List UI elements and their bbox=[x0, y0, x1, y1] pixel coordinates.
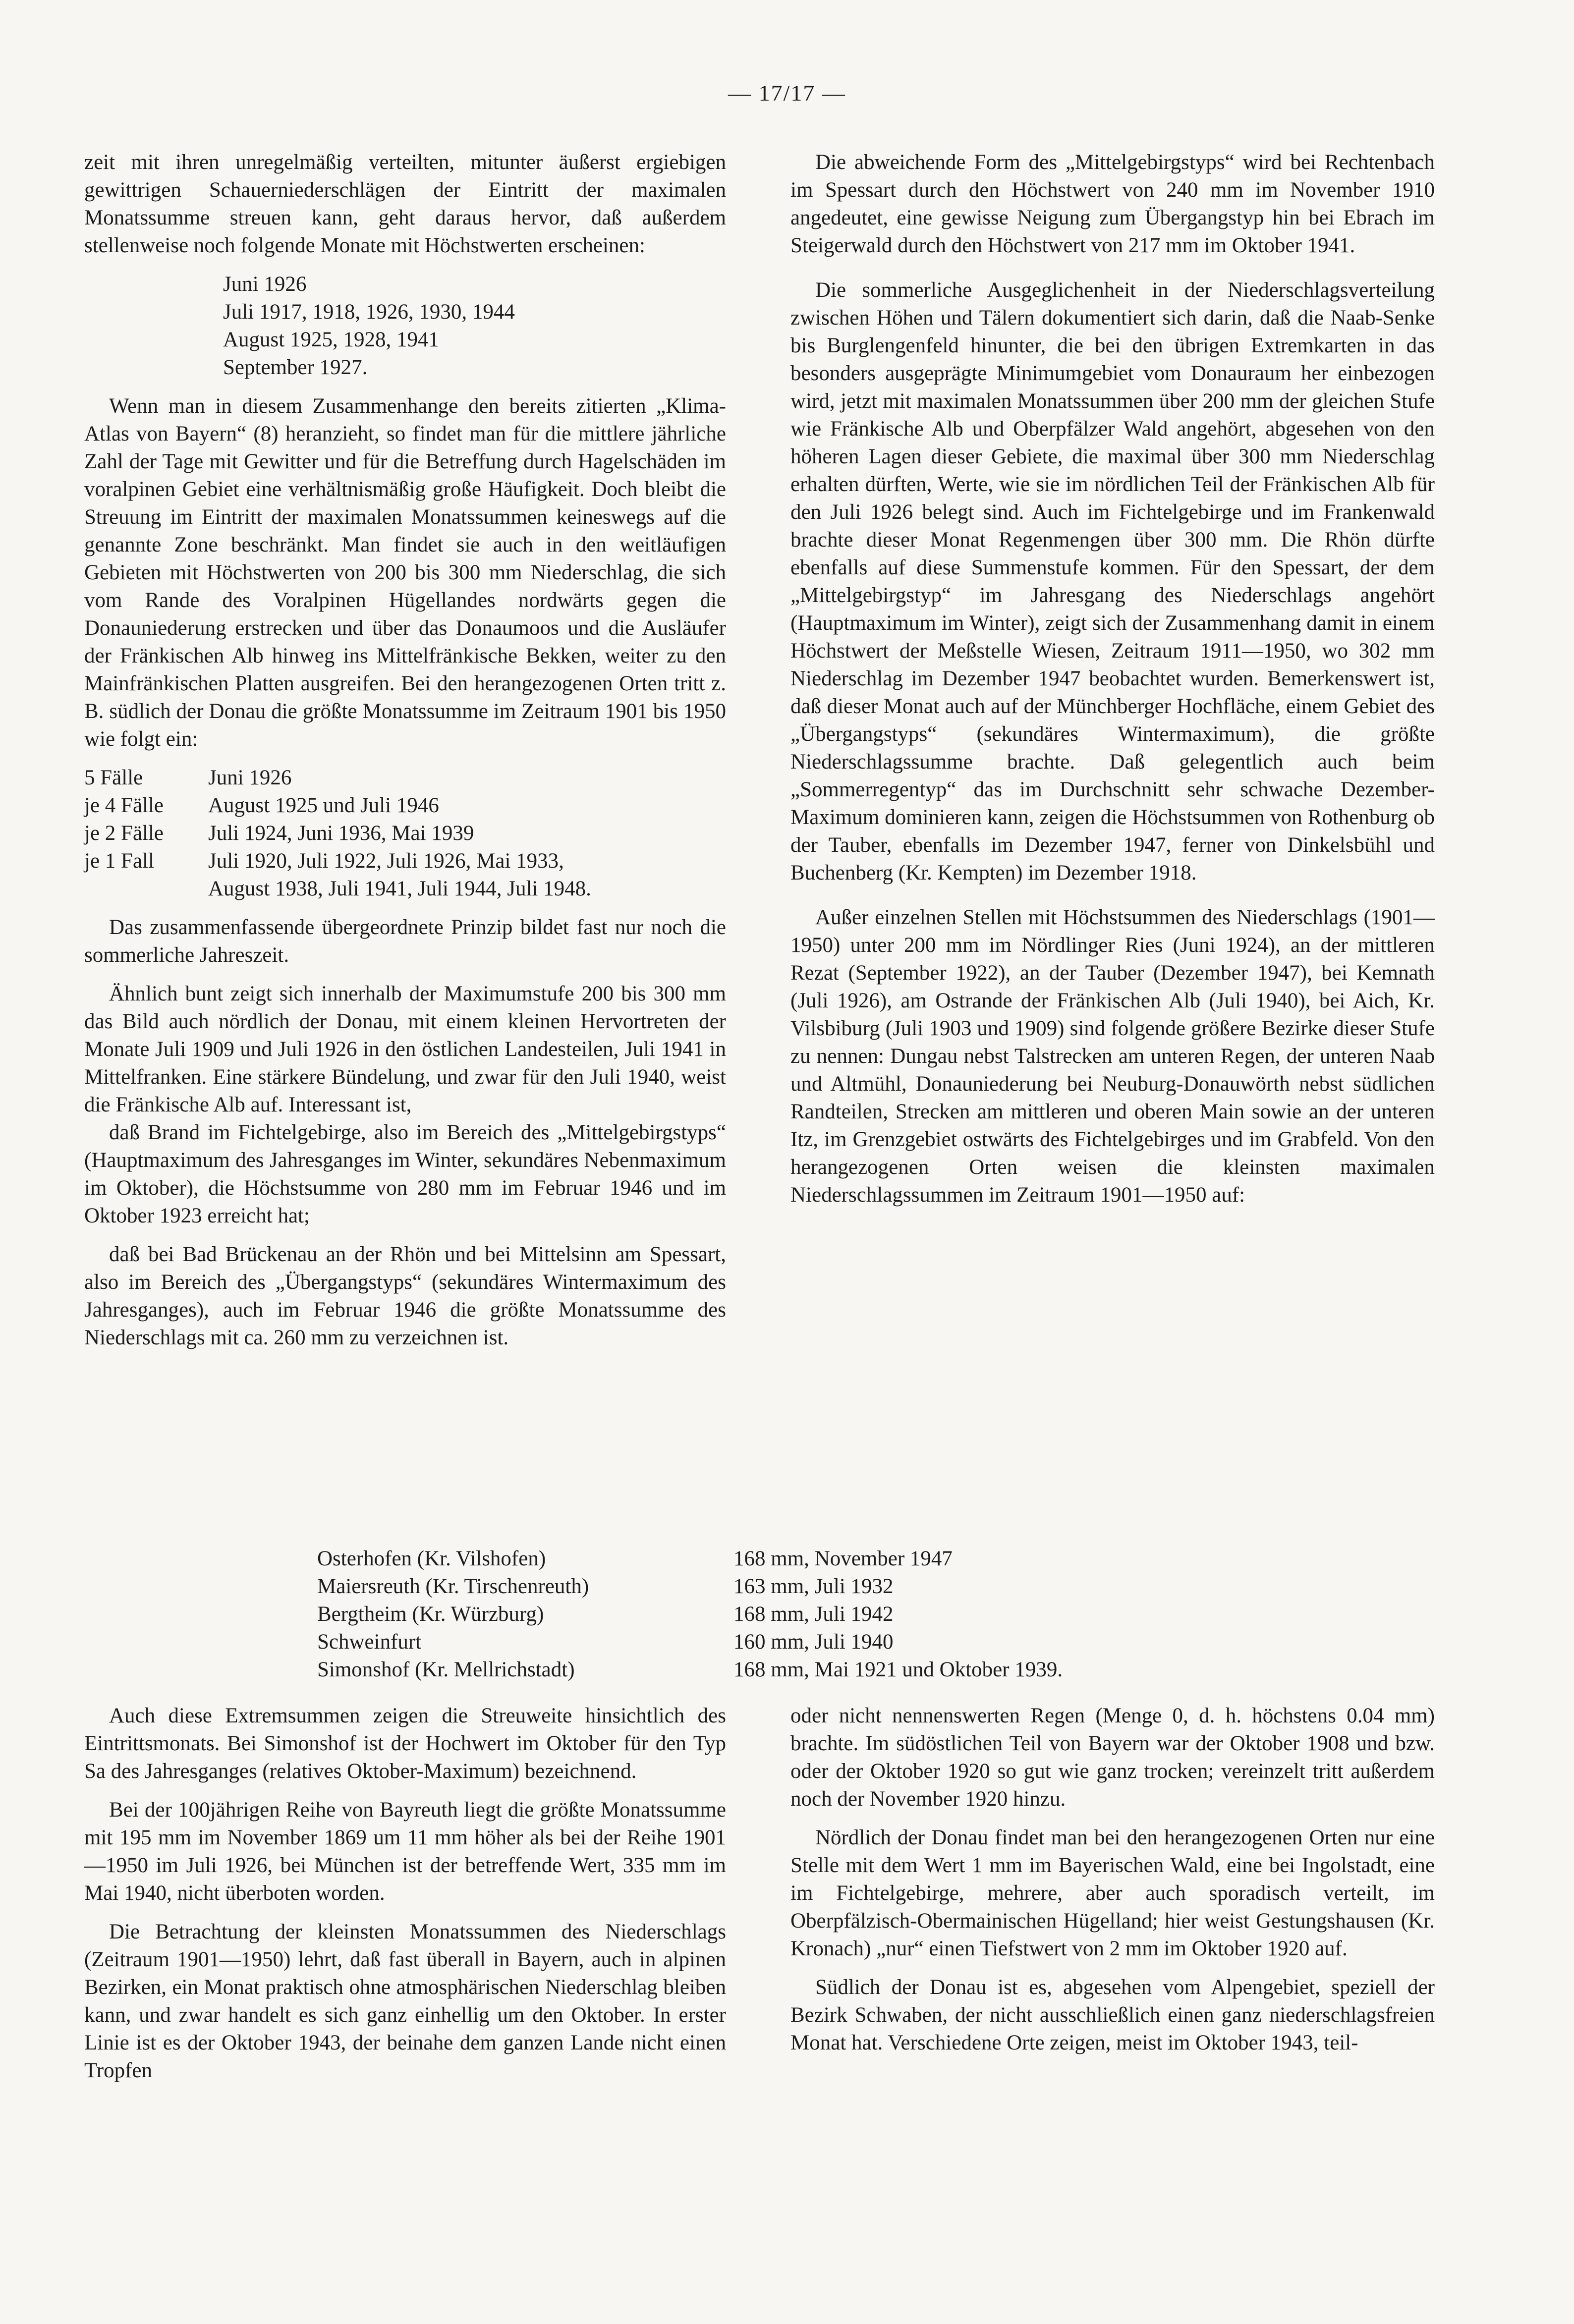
paragraph: Die sommerliche Ausgeglichenheit in der Niederschlagsverteilung zwischen Höhen und Tälern dokumentiert sich darin, daß die Naab-Senke bis Burglengenfeld hinunter, die bei den übrigen Extremkarten in das besonders ausgeprägte Minimumgebiet vom Donauraum her einbezogen wird, jetzt mit maximalen Monatssummen über 200 mm der gleichen Stufe wie Fränkische Alb und Oberpfälzer Wald angehört, abgesehen von den höheren Lagen dieser Gebiete, die maximal über 300 mm Niederschlag erhalten dürften, Werte, wie sie im nördlichen Teil der Fränkischen Alb für den Juli 1926 belegt sind. Auch im Fichtelgebirge und im Frankenwald brachte dieser Monat Regenmengen über 300 mm. Die Rhön dürfte ebenfalls auf diese Summenstufe kommen. Für den Spessart, der dem „Mittelgebirgstyp“ im Jahresgang des Niederschlags angehört (Hauptmaximum im Winter), zeigt sich der Zusammenhang damit in einem Höchstwert der Meßstelle Wiesen, Zeitraum 1911—1950, wo 302 mm Niederschlag im Dezember 1947 beobachtet wurden. Bemerkenswert ist, daß dieser Monat auch auf der Münchberger Hochfläche, einem Gebiet des „Übergangstyps“ (sekundäres Wintermaximum), die größte Niederschlagssumme brachte. Daß gelegentlich auch beim „Sommerregentyp“ das im Durchschnitt sehr schwache Dezember-Maximum dominieren kann, zeigen die Höchstsummen von Rothenburg ob der Tauber, ebenfalls im Dezember 1947, ferner von Dinkelsbühl und Buchenberg (Kr. Kempten) im Dezember 1918. bbox=[790, 278, 1435, 885]
paragraph: Wenn man in diesem Zusammenhange den bereits zitierten „Klima-Atlas von Bayern“ (8) heranzieht, so findet man für die mittlere jährliche Zahl der Tage mit Gewitter und für die Betreffung durch Hagelschäden im voralpinen Gebiet eine verhältnismäßig große Häufigkeit. Doch bleibt die Streuung im Eintritt der maximalen Monatssummen keineswegs auf die genannte Zone beschränkt. Man findet sie auch in den weitläufigen Gebieten mit Höchstwerten von 200 bis 300 mm Niederschlag, die sich vom Rande des Voralpinen Hügellandes nordwärts gegen die Donauniederung erstrecken und über das Donaumoos und die Ausläufer der Fränkischen Alb hinweg ins Mittelfränkische Bekken, weiter zu den Mainfränkischen Platten ausgreifen. Bei den herangezogenen Orten tritt z. B. südlich der Donau die größte Monatssumme im Zeitraum 1901 bis 1950 wie folgt ein: bbox=[84, 394, 726, 751]
paragraph: Die abweichende Form des „Mittelgebirgstyps“ wird bei Rechtenbach im Spessart durch den Höchstwert von 240 mm im November 1910 angedeutet, eine gewisse Neigung zum Übergangstyp hin bei Ebrach im Steigerwald durch den Höchstwert von 217 mm im Oktober 1941. bbox=[790, 151, 1435, 257]
table-row bbox=[317, 1628, 1259, 1656]
paragraph: daß Brand im Fichtelgebirge, also im Bereich des „Mittelgebirgstyps“ (Hauptmaximum des Jahresganges im Winter, sekundäres Nebenmaximum im Oktober), die Höchstsumme von 280 mm im Februar 1946 und im Oktober 1923 erreicht hat; bbox=[84, 1121, 726, 1227]
table-row bbox=[317, 1573, 1259, 1601]
paragraph: Außer einzelnen Stellen mit Höchstsummen des Niederschlags (1901—1950) unter 200 mm im Nördlinger Ries (Juni 1924), an der mittleren Rezat (September 1922), an der Tauber (Dezember 1947), bei Kemnath (Juli 1926), am Ostrande der Fränkischen Alb (Juli 1940), bei Aich, Kr. Vilsbiburg (Juli 1903 und 1909) sind folgende größere Bezirke dieser Stufe zu nennen: Dungau nebst Talstrecken am unteren Regen, der unteren Naab und Altmühl, Donauniederung bei Neuburg-Donauwörth nebst südlichen Randteilen, Strecken am mittleren und oberen Main sowie an der unteren Itz, im Grenzgebiet ostwärts des Fichtelgebirges und im Grabfeld. Von den herangezogenen Orten weisen die kleinsten maximalen Niederschlagssummen im Zeitraum 1901—1950 auf: bbox=[790, 906, 1435, 1207]
table-cell-value: 168 mm, November 1947 bbox=[733, 1547, 953, 1570]
table-cell-value: 168 mm, Mai 1921 und Oktober 1939. bbox=[733, 1658, 1063, 1681]
paragraph: Südlich der Donau ist es, abgesehen vom Alpengebiet, speziell der Bezirk Schwaben, der nicht ausschließlich einen ganz niederschlagsfreien Monat hat. Verschiedene Orte zeigen, meist im Oktober 1943, teil- bbox=[790, 1976, 1435, 2054]
table-row bbox=[317, 1545, 1259, 1573]
right-column-top bbox=[790, 149, 1435, 1220]
case-count: je 1 Fall bbox=[84, 849, 154, 873]
paragraph: daß bei Bad Brückenau an der Rhön und bei Mittelsinn am Spessart, also im Bereich des „Übergangstyps“ (sekundäres Wintermaximum des Jahresganges), auch im Februar 1946 die größte Monatssumme des Niederschlags mit ca. 260 mm zu verzeichnen ist. bbox=[84, 1243, 726, 1349]
page-number: — 17/17 — bbox=[728, 80, 846, 106]
table-cell-place: Bergtheim (Kr. Würzburg) bbox=[317, 1603, 544, 1626]
paragraph: Die Betrachtung der kleinsten Monatssummen des Niederschlags (Zeitraum 1901—1950) lehrt, daß fast überall in Bayern, auch in alpinen Bezirken, ein Monat praktisch ohne atmosphärischen Niederschlag bleiben kann, und zwar handelt es sich ganz einhellig um den Oktober. In erster Linie ist es der Oktober 1943, der beinahe dem ganzen Lande nicht einen Tropfen bbox=[84, 1920, 726, 2082]
case-months: Juli 1924, Juni 1936, Mai 1939 bbox=[208, 822, 474, 845]
list-item: August 1925, 1928, 1941 bbox=[223, 328, 439, 351]
table-cell-value: 163 mm, Juli 1932 bbox=[733, 1575, 894, 1598]
table-cell-value: 160 mm, Juli 1940 bbox=[733, 1630, 894, 1654]
case-count: 5 Fälle bbox=[84, 766, 143, 789]
case-months: Juni 1926 bbox=[208, 766, 292, 789]
list-item bbox=[84, 792, 726, 820]
case-months: August 1925 und Juli 1946 bbox=[208, 794, 439, 817]
paragraph: Nördlich der Donau findet man bei den herangezogenen Orten nur eine Stelle mit dem Wert 1 mm im Bayerischen Wald, eine bei Ingolstadt, eine im Fichtelgebirge, mehrere, aber auch sporadisch verteilt, im Oberpfälzisch-Obermainischen Hügelland; hier weist Gestungshausen (Kr. Kronach) „nur“ einen Tiefstwert von 2 mm im Oktober 1920 auf. bbox=[790, 1826, 1435, 1960]
paragraph: zeit mit ihren unregelmäßig verteilten, mitunter äußerst ergiebigen gewittrigen Schauerniederschlägen der Eintritt der maximalen Monatssumme streuen kann, geht daraus hervor, daß außerdem stellenweise noch folgende Monate mit Höchstwerten erscheinen: bbox=[84, 151, 726, 257]
case-months: Juli 1920, Juli 1922, Juli 1926, Mai 1933, bbox=[208, 849, 564, 873]
case-count: je 4 Fälle bbox=[84, 794, 164, 817]
list-item: September 1927. bbox=[223, 356, 368, 379]
paragraph: Bei der 100jährigen Reihe von Bayreuth liegt die größte Monatssumme mit 195 mm im November 1869 um 11 mm höher als bei der Reihe 1901—1950 im Juli 1926, bei München ist der betreffende Wert, 335 mm im Mai 1940, nicht überboten worden. bbox=[84, 1798, 726, 1905]
list-item bbox=[84, 764, 726, 792]
table-cell-value: 168 mm, Juli 1942 bbox=[733, 1603, 894, 1626]
right-column-bottom bbox=[790, 1702, 1435, 2068]
list-item: Juni 1926 bbox=[223, 273, 307, 296]
table-cell-place: Schweinfurt bbox=[317, 1630, 422, 1654]
case-count: je 2 Fälle bbox=[84, 822, 164, 845]
table-row bbox=[317, 1656, 1259, 1684]
cases-list bbox=[84, 764, 726, 903]
list-item bbox=[84, 847, 726, 875]
table-row bbox=[317, 1601, 1259, 1628]
paragraph: Auch diese Extremsummen zeigen die Streuweite hinsichtlich des Eintrittsmonats. Bei Simonshof ist der Hochwert im Oktober für den Typ Sa des Jahresganges (relatives Oktober-Maximum) bezeichnend. bbox=[84, 1704, 726, 1783]
list-item bbox=[84, 820, 726, 847]
months-list bbox=[84, 271, 726, 382]
table-cell-place: Osterhofen (Kr. Vilshofen) bbox=[317, 1547, 546, 1570]
paragraph: Ähnlich bunt zeigt sich innerhalb der Maximumstufe 200 bis 300 mm das Bild auch nördlich der Donau, mit einem kleinen Hervortreten der Monate Juli 1909 und Juli 1926 in den östlichen Landesteilen, Juli 1941 in Mittelfranken. Eine stärkere Bündelung, und zwar für den Juli 1940, weist die Fränkische Alb auf. Interessant ist, bbox=[84, 982, 726, 1116]
table-cell-place: Maiersreuth (Kr. Tirschenreuth) bbox=[317, 1575, 589, 1598]
paragraph: oder nicht nennenswerten Regen (Menge 0, d. h. höchstens 0.04 mm) brachte. Im südöstlichen Teil von Bayern war der Oktober 1908 und bzw. oder der Oktober 1920 so gut wie ganz trocken; vereinzelt tritt außerdem noch der November 1920 hinzu. bbox=[790, 1704, 1435, 1811]
min-precipitation-table bbox=[317, 1545, 1259, 1684]
list-item: Juli 1917, 1918, 1926, 1930, 1944 bbox=[223, 300, 515, 324]
table-cell-place: Simonshof (Kr. Mellrichstadt) bbox=[317, 1658, 575, 1681]
left-column-top bbox=[84, 149, 726, 1363]
case-continuation: August 1938, Juli 1941, Juli 1944, Juli 1948. bbox=[208, 877, 591, 900]
left-column-bottom bbox=[84, 1702, 726, 2096]
paragraph: Das zusammenfassende übergeordnete Prinzip bildet fast nur noch die sommerliche Jahreszeit. bbox=[84, 916, 726, 967]
